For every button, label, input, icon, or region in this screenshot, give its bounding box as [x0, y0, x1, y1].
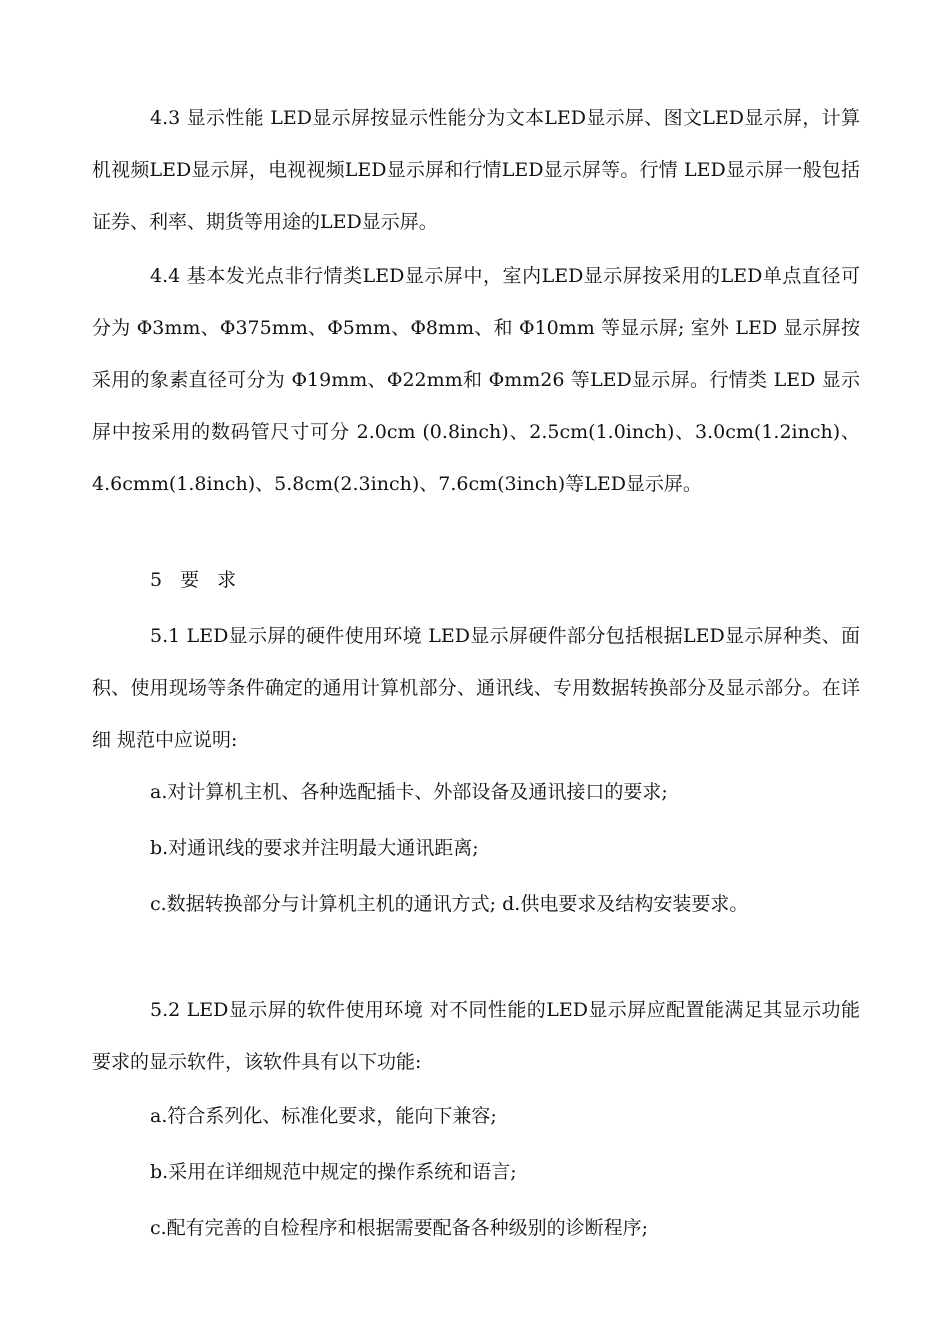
list-item-5-1-b: b.对通讯线的要求并注明最大通讯距离;: [150, 837, 479, 859]
list-item-5-2-a: a.符合系列化、标准化要求，能向下兼容;: [150, 1105, 497, 1127]
paragraph-4-3-display-performance: 4.3 显示性能 LED显示屏按显示性能分为文本LED显示屏、图文LED显示屏，计算机视频LED显示屏，电视视频LED显示屏和行情LED显示屏等。行情 LED显示屏一般包括证券、利率、期货等用途的LED显示屏。: [92, 107, 860, 233]
paragraph-5-2-software-environment: 5.2 LED显示屏的软件使用环境 对不同性能的LED显示屏应配置能满足其显示功能要求的显示软件，该软件具有以下功能:: [92, 999, 860, 1073]
list-item-5-2-c: c.配有完善的自检程序和根据需要配备各种级别的诊断程序;: [150, 1217, 649, 1239]
list-item-5-1-a: a.对计算机主机、各种选配插卡、外部设备及通讯接口的要求;: [150, 781, 668, 803]
list-item-5-1-c-d: c.数据转换部分与计算机主机的通讯方式; d.供电要求及结构安装要求。: [150, 893, 749, 915]
paragraph-5-1-hardware-environment: 5.1 LED显示屏的硬件使用环境 LED显示屏硬件部分包括根据LED显示屏种类、面积、使用现场等条件确定的通用计算机部分、通讯线、专用数据转换部分及显示部分。在详细 规范中应说明:: [92, 625, 860, 751]
paragraph-4-4-basic-light-points: 4.4 基本发光点非行情类LED显示屏中，室内LED显示屏按采用的LED单点直径可分为 Φ3mm、Φ375mm、Φ5mm、Φ8mm、和 Φ10mm 等显示屏; 室外 LED 显示屏按采用的象素直径可分为 Φ19mm、Φ22mm和 Φmm26 等LED显示屏。行情类 LED 显示屏中按采用的数码管尺寸可分 2.0cm (0.8inch)、2.5cm(1.0inch)、3.0cm(1.2inch)、4.6cmm(1.8inch)、5.8cm(2.3inch)、7.6cm(3inch)等LED显示屏。: [92, 265, 860, 495]
section-heading-5-requirements: 5 要 求: [150, 569, 243, 591]
list-item-5-2-b: b.采用在详细规范中规定的操作系统和语言;: [150, 1161, 517, 1183]
